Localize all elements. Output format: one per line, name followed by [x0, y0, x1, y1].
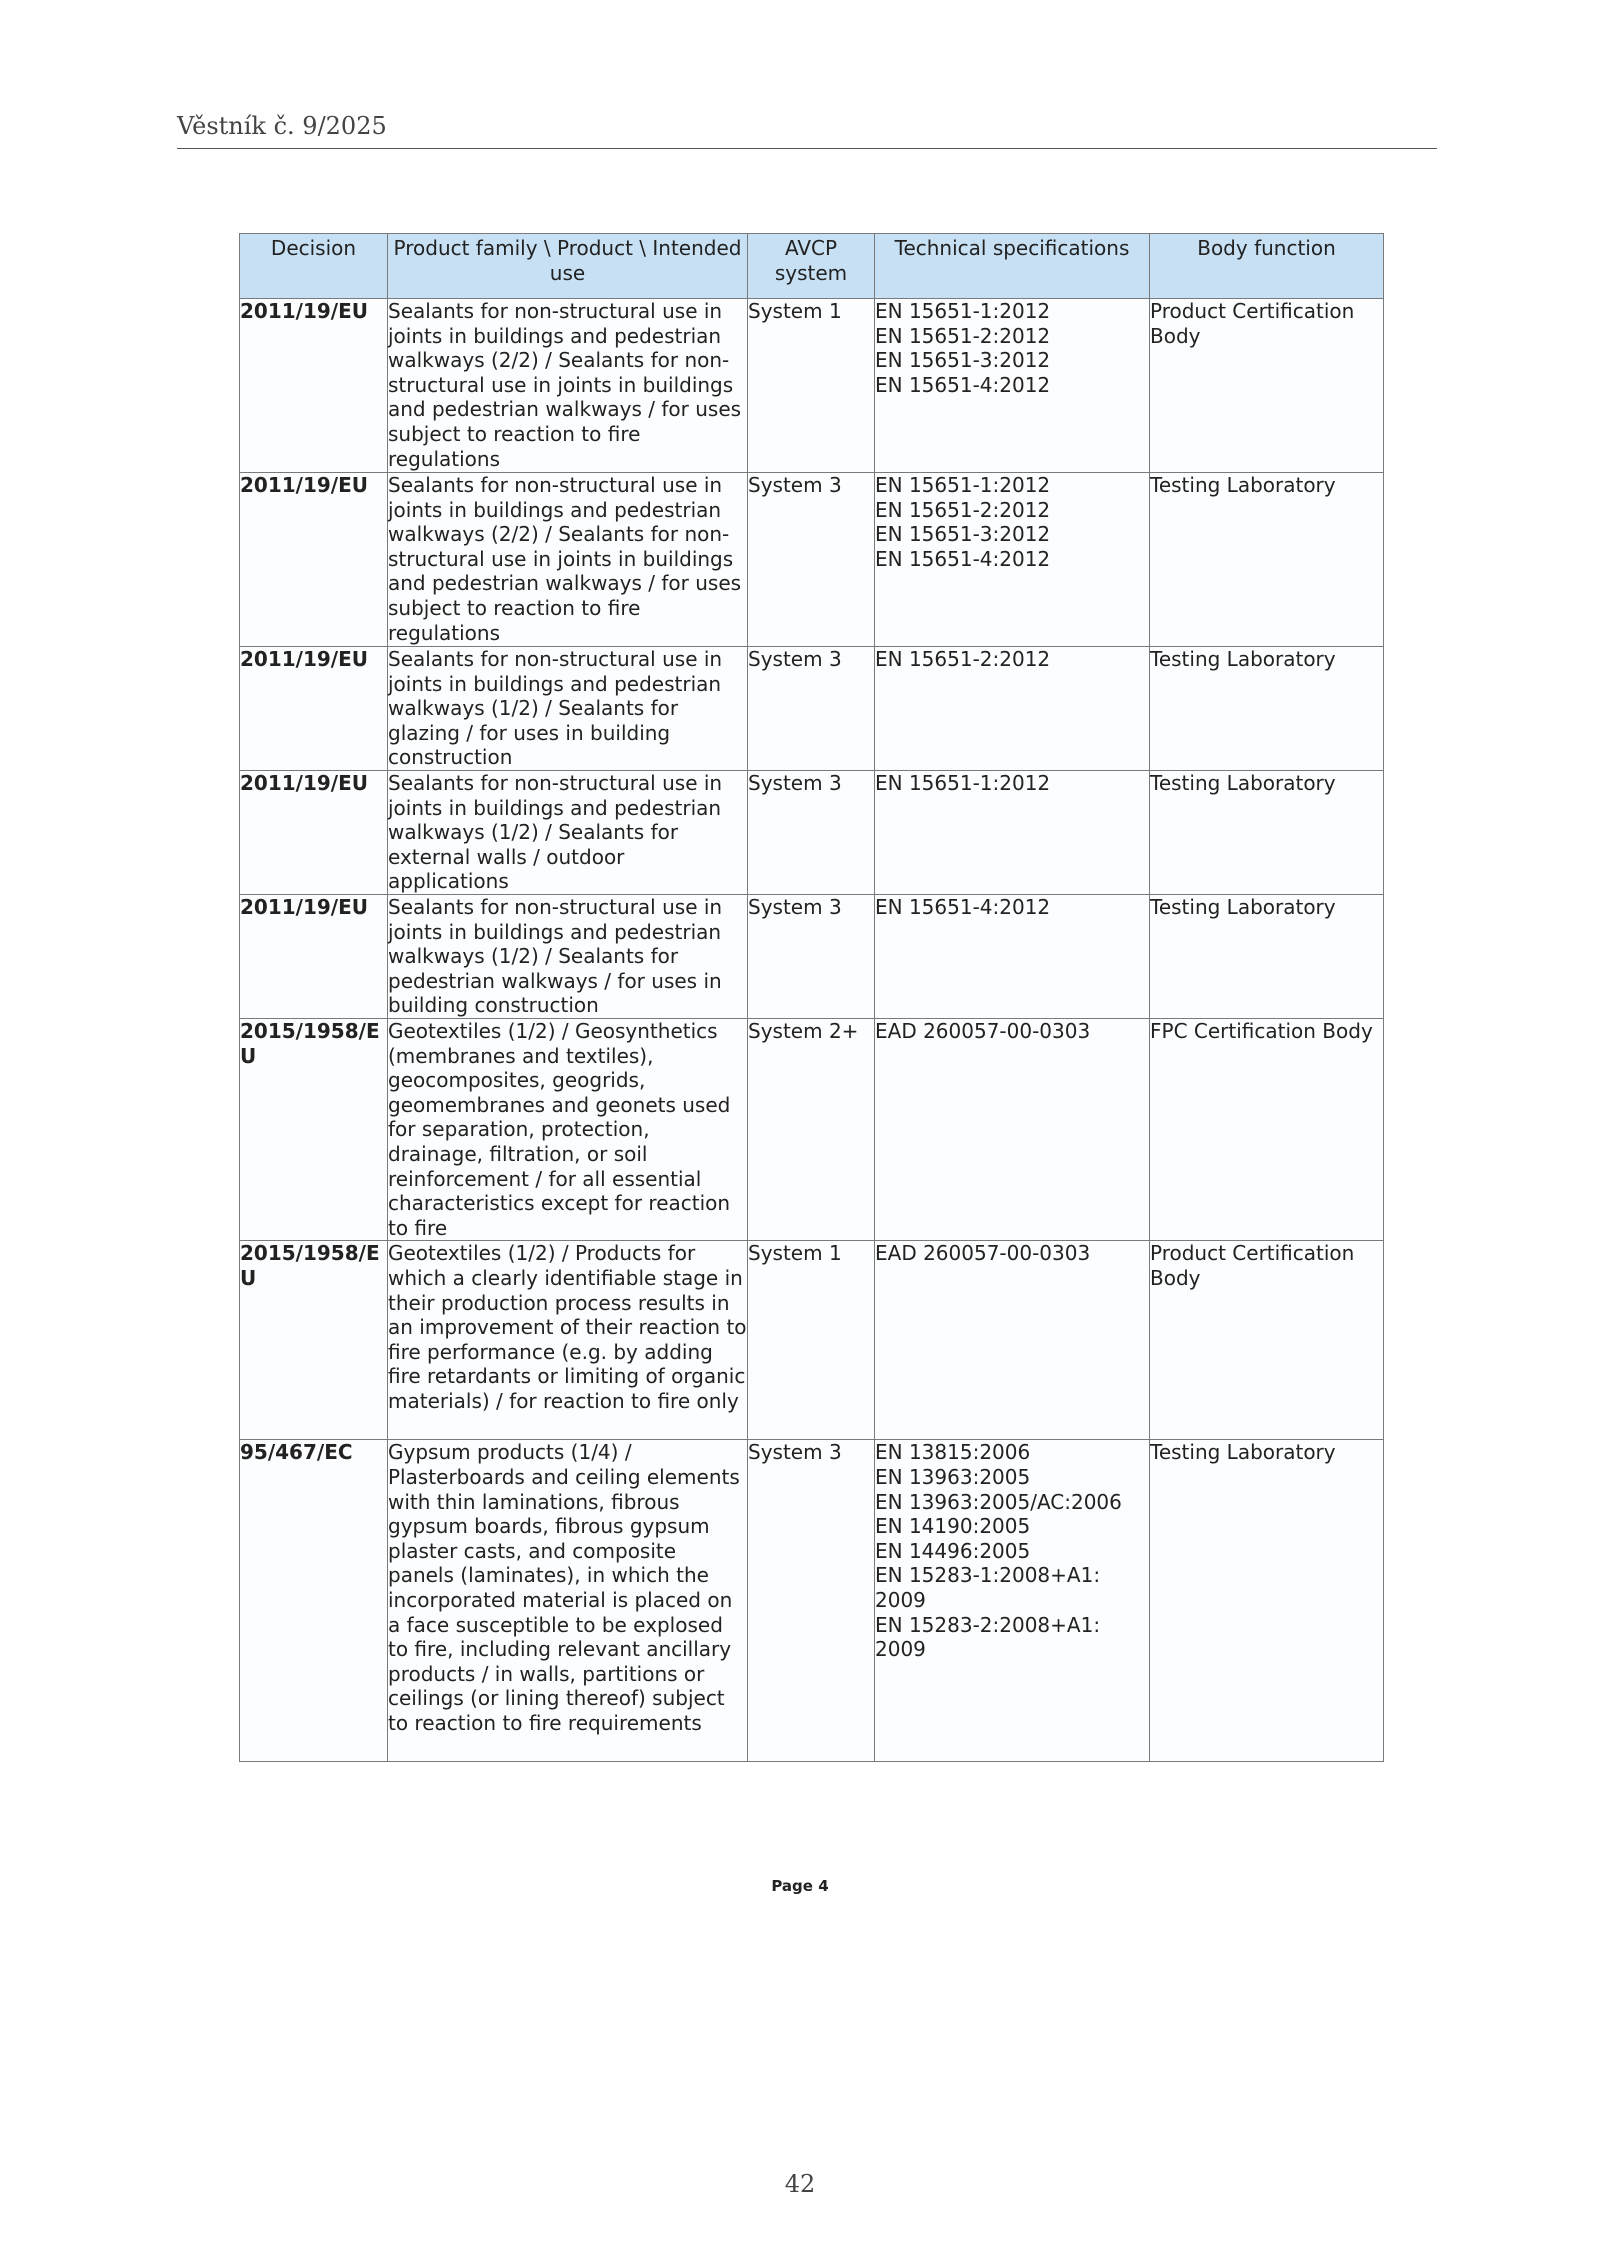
- specs-cell: [875, 647, 1150, 771]
- specs-cell: [875, 1241, 1150, 1440]
- spec-line: EN 14190:2005: [875, 1514, 1031, 1539]
- page-footer-note: Page 4: [771, 1877, 829, 1895]
- spec-line: EN 15651-1:2012: [875, 473, 1051, 497]
- table-row: [240, 473, 1384, 647]
- product-cell: Sealants for non-structural use in joints in buildings and pedestrian walkways (2/2) / Sealants for non-structural use in joints in buildings and pedestrian walkways / for uses subject to reaction to fire regulations: [388, 473, 748, 647]
- spec-line: EN 15651-4:2012: [875, 546, 1051, 571]
- avcp-cell: System 1: [748, 299, 875, 473]
- body-cell: Testing Laboratory: [1150, 895, 1384, 1019]
- column-header-product: Product family \ Product \ Intended use: [388, 234, 748, 299]
- table-row: [240, 1440, 1384, 1762]
- spec-line: EN 13815:2006: [875, 1440, 1031, 1465]
- spec-line: EAD 260057-00-0303: [875, 1241, 1091, 1266]
- table-row: [240, 771, 1384, 895]
- decision-cell: 95/467/EC: [240, 1440, 388, 1762]
- specs-cell: [875, 1440, 1150, 1762]
- product-cell: Sealants for non-structural use in joints in buildings and pedestrian walkways (2/2) / Sealants for non-structural use in joints in buildings and pedestrian walkways / for uses subject to reaction to fire regulations: [388, 299, 748, 473]
- decision-cell: 2015/1958/EU: [240, 1019, 388, 1241]
- column-header-body: Body function: [1150, 234, 1384, 299]
- column-header-avcp: AVCP system: [748, 234, 875, 299]
- product-cell: Sealants for non-structural use in joints in buildings and pedestrian walkways (1/2) / Sealants for pedestrian walkways / for uses in building construction: [388, 895, 748, 1019]
- decision-cell: 2011/19/EU: [240, 473, 388, 647]
- spec-line: EN 15651-2:2012: [875, 497, 1051, 522]
- column-header-specs: Technical specifications: [875, 234, 1150, 299]
- avcp-cell: System 2+: [748, 1019, 875, 1241]
- avcp-cell: System 1: [748, 1241, 875, 1440]
- avcp-cell: System 3: [748, 473, 875, 647]
- product-cell: Sealants for non-structural use in joints in buildings and pedestrian walkways (1/2) / Sealants for external walls / outdoor applications: [388, 771, 748, 895]
- specs-cell: [875, 299, 1150, 473]
- table-row: [240, 1019, 1384, 1241]
- spec-line: EN 13963:2005: [875, 1464, 1031, 1489]
- spec-line: EN 15651-2:2012: [875, 323, 1051, 348]
- decision-cell: 2011/19/EU: [240, 647, 388, 771]
- body-cell: Product Certification Body: [1150, 1241, 1384, 1440]
- body-cell: FPC Certification Body: [1150, 1019, 1384, 1241]
- avcp-cell: System 3: [748, 647, 875, 771]
- specs-cell: [875, 771, 1150, 895]
- avcp-cell: System 3: [748, 771, 875, 895]
- product-cell: Geotextiles (1/2) / Products for which a clearly identifiable stage in their production process results in an improvement of their reaction to fire performance (e.g. by adding fire retardants or limiting of organic materials) / for reaction to fire only: [388, 1241, 748, 1440]
- table-row: [240, 1241, 1384, 1440]
- spec-line: EN 15651-4:2012: [875, 895, 1051, 919]
- decision-cell: 2015/1958/EU: [240, 1241, 388, 1440]
- product-cell: Gypsum products (1/4) / Plasterboards and ceiling elements with thin laminations, fibrous gypsum boards, fibrous gypsum plaster casts, and composite panels (laminates), in which the incorporated material is placed on a face susceptible to be explosed to fire, including relevant ancillary products / in walls, partitions or ceilings (or lining thereof) subject to reaction to fire requirements: [388, 1440, 748, 1762]
- body-cell: Testing Laboratory: [1150, 473, 1384, 647]
- body-cell: Product Certification Body: [1150, 299, 1384, 473]
- spec-line: EN 14496:2005: [875, 1538, 1031, 1563]
- spec-line: EN 15651-3:2012: [875, 348, 1051, 373]
- specs-cell: [875, 473, 1150, 647]
- product-cell: Geotextiles (1/2) / Geosynthetics (membranes and textiles), geocomposites, geogrids, geomembranes and geonets used for separation, protection, drainage, filtration, or soil reinforcement / for all essential characteristics except for reaction to fire: [388, 1019, 748, 1241]
- product-cell: Sealants for non-structural use in joints in buildings and pedestrian walkways (1/2) / Sealants for glazing / for uses in building construction: [388, 647, 748, 771]
- spec-line: EN 15651-4:2012: [875, 372, 1051, 397]
- table-header-row: [240, 234, 1384, 299]
- spec-line: EN 13963:2005/AC:2006: [875, 1489, 1122, 1514]
- avcp-cell: System 3: [748, 895, 875, 1019]
- page-header: Věstník č. 9/2025: [177, 112, 1437, 149]
- spec-line: EN 15283-2:2008+A1: 2009: [875, 1612, 1101, 1662]
- spec-line: EN 15283-1:2008+A1: 2009: [875, 1563, 1101, 1612]
- decision-cell: 2011/19/EU: [240, 895, 388, 1019]
- body-cell: Testing Laboratory: [1150, 647, 1384, 771]
- specs-cell: [875, 895, 1150, 1019]
- column-header-decision: Decision: [240, 234, 388, 299]
- table-row: [240, 647, 1384, 771]
- decision-cell: 2011/19/EU: [240, 299, 388, 473]
- avcp-cell: System 3: [748, 1440, 875, 1762]
- table-row: [240, 299, 1384, 473]
- specs-cell: [875, 1019, 1150, 1241]
- body-cell: Testing Laboratory: [1150, 771, 1384, 895]
- spec-line: EN 15651-3:2012: [875, 522, 1051, 547]
- spec-line: EAD 260057-00-0303: [875, 1019, 1091, 1043]
- table-row: [240, 895, 1384, 1019]
- decision-cell: 2011/19/EU: [240, 771, 388, 895]
- body-cell: Testing Laboratory: [1150, 1440, 1384, 1762]
- certification-table: [239, 233, 1384, 1762]
- spec-line: EN 15651-1:2012: [875, 771, 1051, 795]
- spec-line: EN 15651-1:2012: [875, 299, 1051, 323]
- page-number: 42: [784, 2170, 816, 2198]
- spec-line: EN 15651-2:2012: [875, 647, 1051, 671]
